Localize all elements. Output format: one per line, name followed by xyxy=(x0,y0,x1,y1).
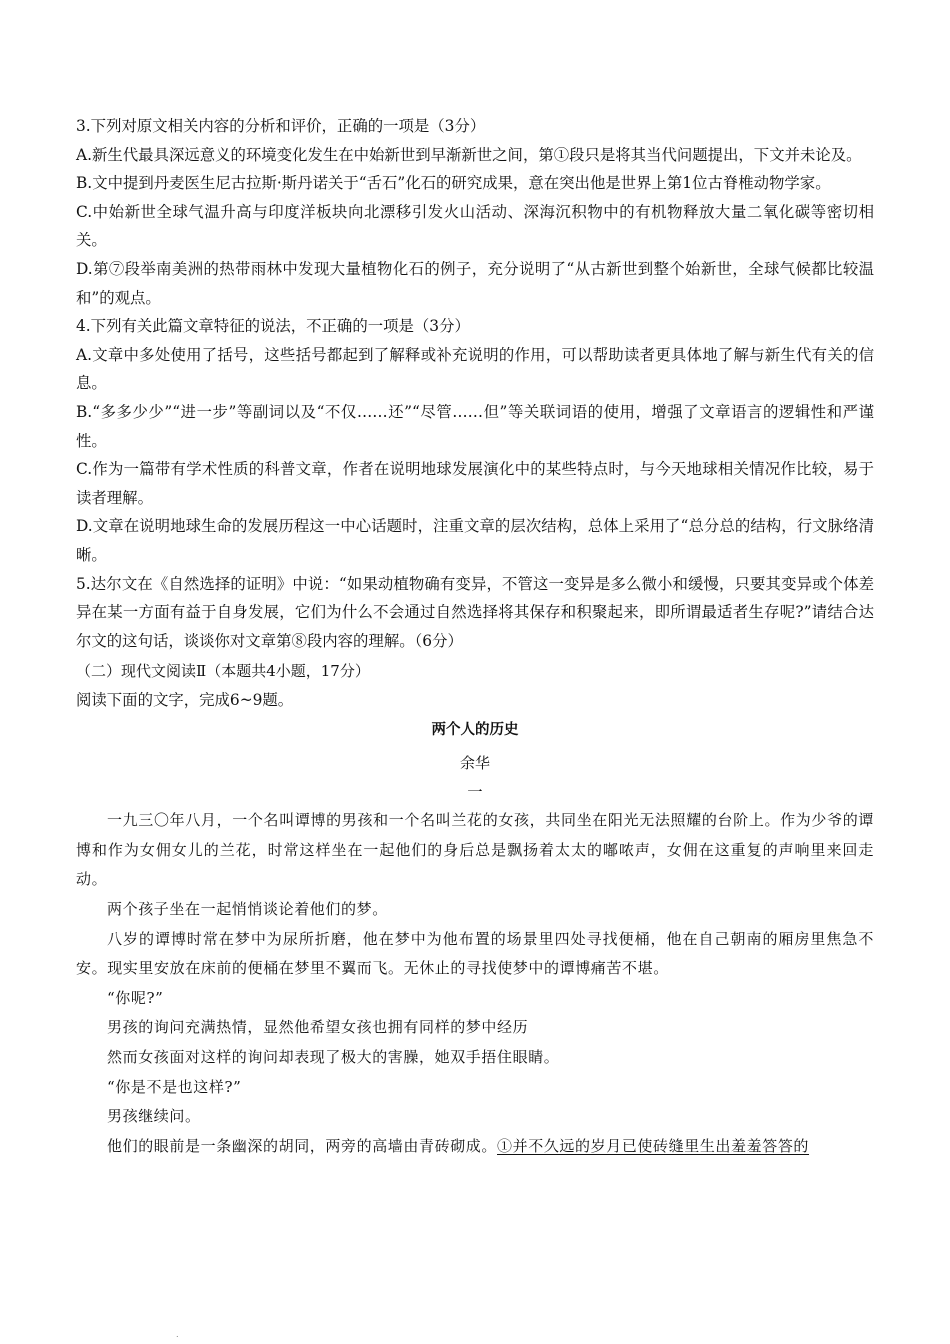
story-paragraph: 八岁的谭博时常在梦中为尿所折磨，他在梦中为他布置的场景里四处寻找便桶，他在自己朝南的厢房里焦急不安。现实里安放在床前的便桶在梦里不翼而飞。无休止的寻找使梦中的谭博痛苦不堪。 xyxy=(76,929,874,978)
q3-option-a: A.新生代最具深远意义的环境变化发生在中始新世到早渐新世之间，第①段只是将其当代问题提出，下文并未论及。 xyxy=(76,145,862,164)
story-paragraph: 男孩继续问。 xyxy=(107,1107,201,1126)
q4-stem: 4.下列有关此篇文章特征的说法，不正确的一项是（3分） xyxy=(76,317,470,336)
story-paragraph-last xyxy=(76,1132,874,1162)
underlined-passage: ①并不久远的岁月已使砖缝里生出羞羞答答的 xyxy=(497,1136,810,1155)
section-heading: （二）现代文阅读Ⅱ（本题共4小题，17分） xyxy=(76,662,370,681)
story-title: 两个人的历史 xyxy=(431,721,519,739)
story-author: 余华 xyxy=(459,754,490,773)
story-part-number: 一 xyxy=(467,782,483,801)
q4-option-d: D.文章在说明地球生命的发展历程这一中心话题时，注重文章的层次结构，总体上采用了“总分总的结构，行文脉络清晰。 xyxy=(76,517,874,564)
q5-stem: 5.达尔文在《自然选择的证明》中说：“如果动植物确有变异，不管这一变异是多么微小和缓慢，只要其变异或个体差异在某一方面有益于自身发展，它们为什么不会通过自然选择将其保存和积聚起来，即所谓最适者生存呢?”请结合达尔文的这句话，谈谈你对文章第⑧段内容的理解。（6分） xyxy=(76,574,874,650)
document-page xyxy=(76,112,874,1161)
story-paragraph: 一九三〇年八月，一个名叫谭博的男孩和一个名叫兰花的女孩，共同坐在阳光无法照耀的台阶上。作为少爷的谭博和作为女佣女儿的兰花，时常这样坐在一起他们的身后总是飘扬着太太的嘟哝声，女佣在这重复的声响里来回走动。 xyxy=(76,811,874,889)
q4-option-c: C.作为一篇带有学术性质的科普文章，作者在说明地球发展演化中的某些特点时，与今天地球相关情况作比较，易于读者理解。 xyxy=(76,460,874,507)
story-dialogue: “你是不是也这样?” xyxy=(107,1077,242,1096)
footer-mark: . xyxy=(176,1330,179,1339)
story-dialogue: “你呢?” xyxy=(107,988,164,1007)
story-paragraph: 两个孩子坐在一起悄悄谈论着他们的梦。 xyxy=(107,900,388,919)
q3-option-d: D.第⑦段举南美洲的热带雨林中发现大量植物化石的例子，充分说明了“从古新世到整个始新世，全球气候都比较温和”的观点。 xyxy=(76,259,874,307)
q3-stem: 3.下列对原文相关内容的分析和评价，正确的一项是（3分） xyxy=(76,117,486,135)
q4-option-a: A.文章中多处使用了括号，这些括号都起到了解释或补充说明的作用，可以帮助读者更具体地了解与新生代有关的信息。 xyxy=(76,345,874,393)
section-instruction: 阅读下面的文字，完成6~9题。 xyxy=(76,690,294,709)
story-text: 他们的眼前是一条幽深的胡同，两旁的高墙由青砖砌成。 xyxy=(107,1136,498,1155)
story-paragraph: 男孩的询问充满热情，显然他希望女孩也拥有同样的梦中经历 xyxy=(107,1018,529,1037)
q4-option-b: B.“多多少少”“进一步”等副词以及“不仅……还”“尽管……但”等关联词语的使用，增强了文章语言的逻辑性和严谨性。 xyxy=(76,402,874,450)
story-paragraph: 然而女孩面对这样的询问却表现了极大的害臊，她双手捂住眼睛。 xyxy=(107,1048,560,1066)
q3-option-c: C.中始新世全球气温升高与印度洋板块向北漂移引发火山活动、深海沉积物中的有机物释放大量二氧化碳等密切相关。 xyxy=(76,202,874,250)
q3-option-b: B.文中提到丹麦医生尼古拉斯·斯丹诺关于“舌石”化石的研究成果，意在突出他是世界上第1位古脊椎动物学家。 xyxy=(76,174,831,193)
